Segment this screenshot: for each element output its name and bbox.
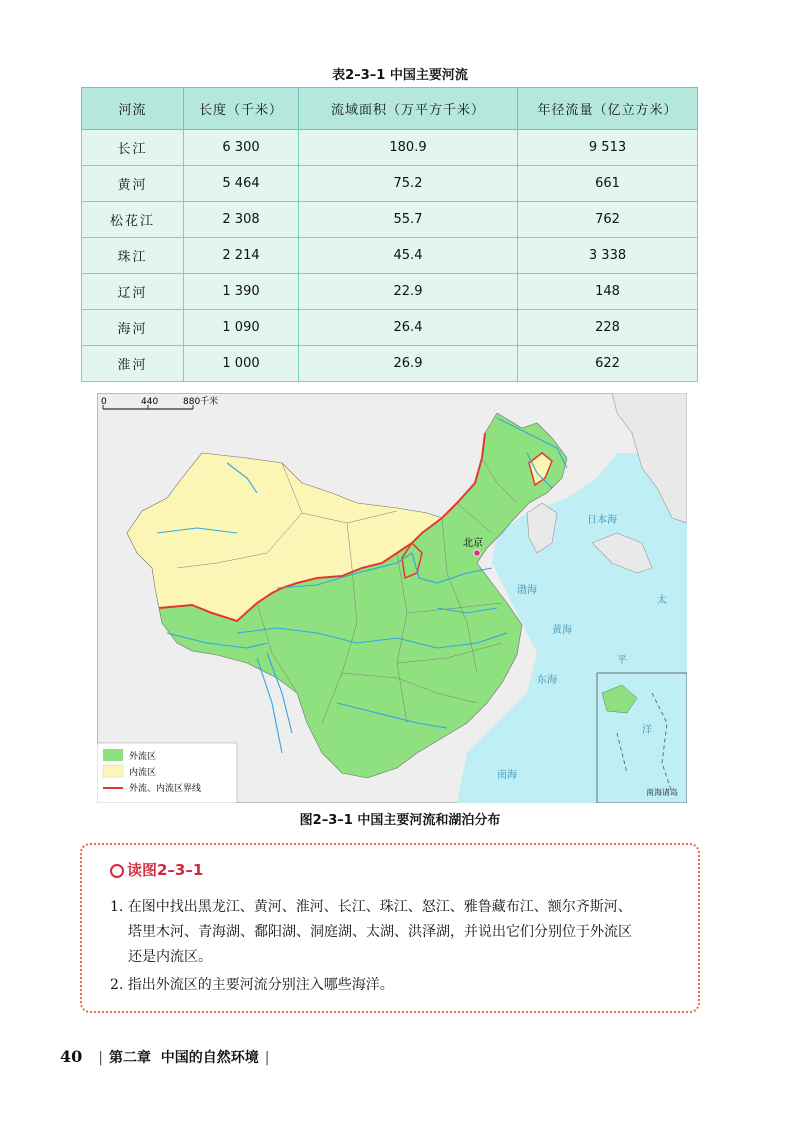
header-annual-runoff: 年径流量（亿立方米） bbox=[518, 88, 698, 130]
page-number: 40 bbox=[60, 1047, 83, 1066]
scale-label-440: 440 bbox=[141, 397, 159, 407]
river-runoff: 9 513 bbox=[518, 130, 698, 166]
table-header-row bbox=[82, 88, 698, 130]
header-basin-area: 流域面积（万平方千米） bbox=[299, 88, 518, 130]
river-name: 辽河 bbox=[82, 274, 184, 310]
scale-label-880: 880千米 bbox=[183, 397, 219, 407]
sea-label-yellow: 黄海 bbox=[552, 625, 572, 636]
activity-box bbox=[80, 843, 700, 1013]
question-2: 2. 指出外流区的主要河流分别注入哪些海洋。 bbox=[110, 977, 394, 993]
river-area: 55.7 bbox=[299, 202, 518, 238]
chapter-title: 中国的自然环境 bbox=[160, 1050, 259, 1066]
table-row bbox=[82, 202, 698, 238]
river-length: 2 214 bbox=[184, 238, 299, 274]
capital-label: 北京 bbox=[463, 538, 483, 549]
river-runoff: 148 bbox=[518, 274, 698, 310]
table-title: 表2–3–1 中国主要河流 bbox=[332, 68, 468, 83]
beijing-marker bbox=[474, 550, 480, 556]
table-row bbox=[82, 130, 698, 166]
river-name: 松花江 bbox=[82, 202, 184, 238]
river-name: 珠江 bbox=[82, 238, 184, 274]
legend-label-exterior: 外流区 bbox=[129, 752, 157, 762]
table-row bbox=[82, 274, 698, 310]
scale-label-0: 0 bbox=[101, 397, 107, 407]
river-table bbox=[81, 87, 698, 382]
question-1-line-1: 1. 在图中找出黑龙江、黄河、淮河、长江、珠江、怒江、雅鲁藏布江、额尔齐斯河、 bbox=[110, 899, 632, 915]
table-row bbox=[82, 166, 698, 202]
river-area: 45.4 bbox=[299, 238, 518, 274]
legend-label-boundary: 外流、内流区界线 bbox=[129, 784, 202, 794]
river-area: 180.9 bbox=[299, 130, 518, 166]
map-caption: 图2–3–1 中国主要河流和湖泊分布 bbox=[299, 813, 501, 828]
table-row bbox=[82, 346, 698, 382]
river-name: 海河 bbox=[82, 310, 184, 346]
river-length: 6 300 bbox=[184, 130, 299, 166]
river-runoff: 661 bbox=[518, 166, 698, 202]
question-1-line-2: 塔里木河、青海湖、鄱阳湖、洞庭湖、太湖、洪泽湖，并说出它们分别位于外流区 bbox=[128, 924, 632, 940]
header-river: 河流 bbox=[82, 88, 184, 130]
circle-bullet-icon bbox=[110, 864, 124, 878]
legend-swatch-interior bbox=[103, 765, 123, 777]
inset-label: 南海诸岛 bbox=[646, 788, 678, 797]
river-area: 75.2 bbox=[299, 166, 518, 202]
china-river-map bbox=[97, 393, 687, 803]
river-name: 淮河 bbox=[82, 346, 184, 382]
river-area: 26.9 bbox=[299, 346, 518, 382]
ocean-label-3: 洋 bbox=[642, 725, 652, 736]
map-legend bbox=[97, 743, 237, 803]
chapter-label: 第二章 bbox=[108, 1050, 151, 1066]
ocean-label-1: 太 bbox=[657, 595, 667, 606]
legend-swatch-exterior bbox=[103, 749, 123, 761]
sea-label-south: 南海 bbox=[497, 770, 517, 781]
activity-title bbox=[110, 859, 203, 880]
sea-label-bohai: 渤海 bbox=[517, 585, 537, 596]
ocean-label-2: 平 bbox=[617, 655, 627, 666]
river-runoff: 228 bbox=[518, 310, 698, 346]
sea-label-japan: 日本海 bbox=[587, 515, 617, 526]
activity-title-text: 读图2–3–1 bbox=[127, 861, 204, 879]
river-length: 5 464 bbox=[184, 166, 299, 202]
river-runoff: 622 bbox=[518, 346, 698, 382]
river-length: 1 090 bbox=[184, 310, 299, 346]
river-area: 26.4 bbox=[299, 310, 518, 346]
river-length: 2 308 bbox=[184, 202, 299, 238]
header-length: 长度（千米） bbox=[184, 88, 299, 130]
river-area: 22.9 bbox=[299, 274, 518, 310]
page-footer: 40 | 第二章 中国的自然环境 | bbox=[60, 1047, 270, 1066]
question-1-line-3: 还是内流区。 bbox=[128, 949, 212, 965]
river-name: 黄河 bbox=[82, 166, 184, 202]
river-runoff: 762 bbox=[518, 202, 698, 238]
legend-label-interior: 内流区 bbox=[129, 768, 157, 778]
river-length: 1 000 bbox=[184, 346, 299, 382]
table-row bbox=[82, 238, 698, 274]
sea-label-east: 东海 bbox=[537, 675, 557, 686]
river-length: 1 390 bbox=[184, 274, 299, 310]
table-row bbox=[82, 310, 698, 346]
river-name: 长江 bbox=[82, 130, 184, 166]
river-runoff: 3 338 bbox=[518, 238, 698, 274]
